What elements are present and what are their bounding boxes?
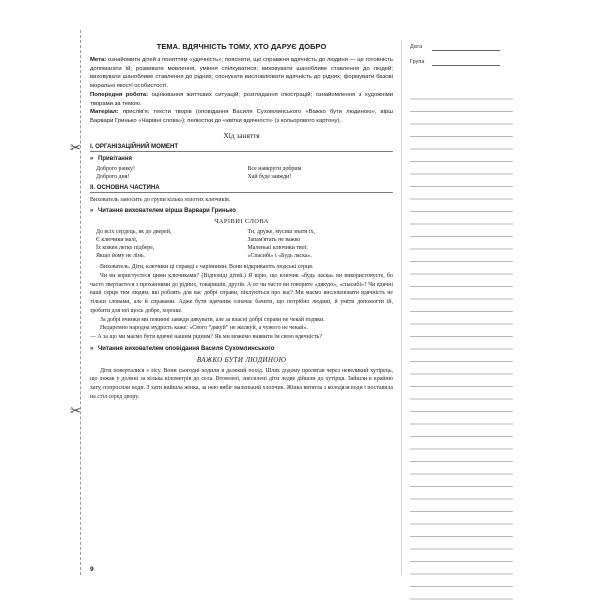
bullet-icon: » [90,345,94,352]
bullet-label: Читання вихователем вірша Варвари Гринько [98,208,236,215]
date-line [432,50,500,51]
verse-line: До всіх сердець, як до дверей, [96,229,172,236]
verse-line: Хай буде завжди! [247,173,292,180]
verse-line: Доброго ранку! [96,165,135,172]
poem-verse [90,228,393,260]
verse-line: Доброго дня! [96,173,130,180]
materials-text: прислів'я; тексти творів (оповідання Василя Сухомлинського «Важко бути людиною», вірш Варвари Гринько «Чарівні слова»); пелюстки до «квітки вдячності» (з кольорового картону). [90,109,393,124]
greeting-left [90,165,242,181]
date-field [410,44,422,50]
group-line [432,65,500,66]
story-title: ВАЖКО БУТИ ЛЮДИНОЮ [196,355,287,364]
verse-line: Їх кожен легко підбере, [96,245,155,252]
page-number: 9 [90,566,94,573]
cut-line [80,30,81,575]
question-paragraph: Чи ви користуєтеся цими ключиками? (Відповіді дітей.) Я вірю, що ключик «будь ласка» ви використовуєте, бо часто звертаєтеся з проханнями до рідних, товаришів, друзів. А от чи часто ви говорите «дякую», «спасибі»? Чи вдячні ваші серця тим людям, які роблять для вас добрі справи, піклуються про вас? Ми маємо висловлювати вдячність не тільки словами, але й справами. Адже бути вдячним означає бачити, що потрібно людині, й уміти допомогти їй, зробити для неї щось добре, хороше. [90,273,393,314]
verse-line: Якщо йому не лінь. [96,253,146,260]
wisdom-paragraph: Недаремно народна мудрість каже: «Свого “дякуй” не жалкуй, а чужого не чекай». [100,325,308,332]
poem-title: ЧАРІВНІ СЛОВА [214,218,269,226]
poem-right [242,228,394,260]
materials-label: Матеріал: [90,109,119,116]
materials-paragraph [90,108,393,125]
poem-left [90,228,242,260]
main-content [90,42,393,401]
bullet-item [90,208,393,214]
deeds-paragraph: За добрі вчинки ми повинні завжди дякувати, але за власні добрі справи не чекай подяки. [100,316,325,323]
notes-column [401,40,512,575]
question-to-children: — А за що ми маємо бути вдячні нашим рідним? Як ми можемо виявити їм свою вдячність? [90,333,322,340]
story-paragraph: Діти поверталися з лісу. Вони сьогодні ходили в далекий похід. Шлях додому пролягав через невеликий хутірець, що лежав у долині за кілька кілометрів до села. Втомлені, знесилені діти ледве дійшли до хутірця. Зайшли в крайню хату, попросили води. З хати вийшла жінка, за нею вибіг маленький хлопчик. Жінка витягла з колодязя води і поставила на стіл серед двору. [90,367,393,400]
date-label: Дата [410,44,423,50]
greeting-verse [90,165,393,181]
educator-paragraph: Вихователь. Діти, ключики ці справді є чарівними. Вони відкривають людські серця. [100,264,314,271]
keys-paragraph: Вихователь заносить до групи кілька золотих ключиків. [90,196,231,203]
verse-line: Маленькі ключики твої: [247,245,308,252]
verse-line: Все навкруги добрим [247,165,302,172]
bullet-label: Читання вихователем оповідання Василя Сухомлинського [98,345,275,352]
group-field [410,59,424,65]
group-label: Група [410,59,425,65]
prep-text: оцінювання життєвих ситуацій; розглядання ілюстрацій; ознайомлення з художніми творами за темою. [90,91,393,107]
bullet-item [90,346,393,352]
bullet-item [90,156,393,162]
section-heading: І. ОРГАНІЗАЦІЙНИЙ МОМЕНТ [90,143,393,152]
goal-text: ознайомити дітей з поняттям «удячність»; пояснити, що справжня вдячність до людини — це готовність допомагати їй; розвивати мовлення, уміння спілкуватися; виховувати шанобливе ставлення до людей; виховувати шанобливе ставлення до рідних; спонукати висловлювати вдячність до рідних; формувати базові моральні якості особистості. [90,57,393,90]
bullet-icon: » [90,155,94,162]
greeting-right [242,165,394,181]
goal-label: Мета: [90,57,107,63]
verse-line: «Спасибі» і «Будь ласка». [247,253,312,260]
prep-label: Попередня робота: [90,91,149,98]
ruled-lines [410,87,513,607]
prep-paragraph [90,91,393,108]
page-title: ТЕМА. ВДЯЧНІСТЬ ТОМУ, ХТО ДАРУЄ ДОБРО [156,42,327,51]
verse-line: Є ключики малі, [96,237,138,244]
scissors-icon: ✂ [70,140,81,155]
lesson-heading: Хід заняття [223,130,260,140]
goal-paragraph [90,56,393,91]
bullet-label: Привітання [98,155,133,162]
bullet-icon: » [90,208,94,215]
verse-line: Запам'ятать не важко [247,237,301,244]
verse-line: Ти, друже, мусиш знати їх, [247,229,315,236]
section-heading: ІІ. ОСНОВНА ЧАСТИНА [90,184,393,193]
scissors-icon: ✂ [70,403,81,418]
